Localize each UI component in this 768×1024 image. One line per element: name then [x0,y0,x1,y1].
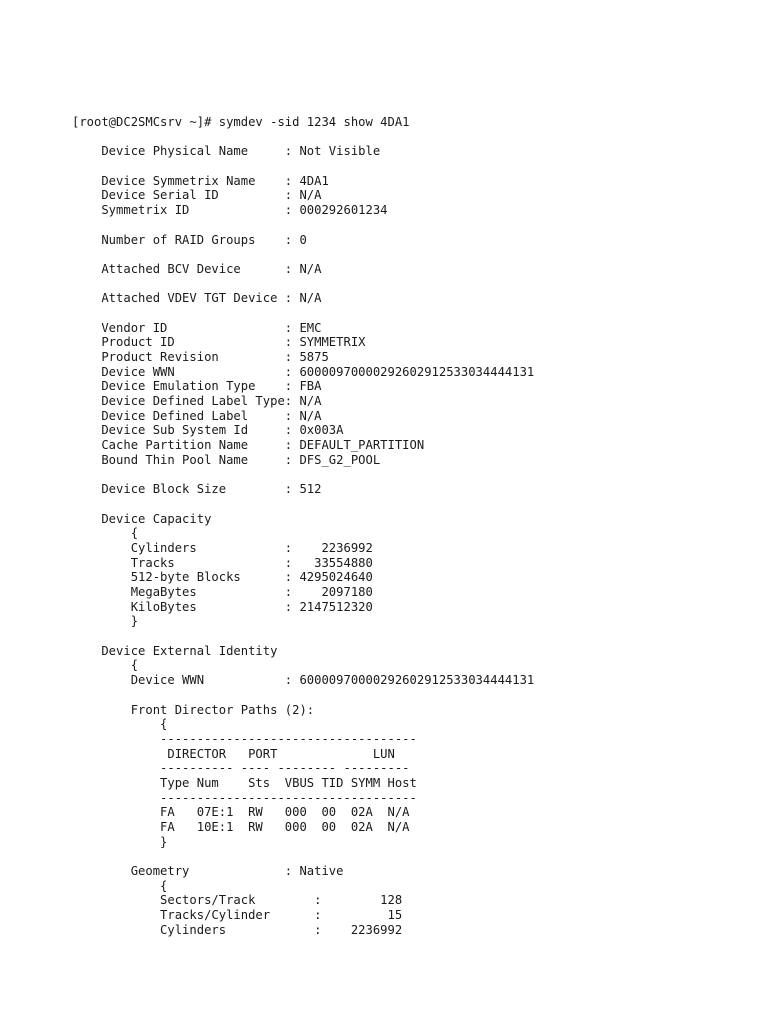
blank-line [72,306,752,321]
section-device-capacity: Device Capacity [72,511,212,526]
output-line-cylinders: Cylinders : 2236992 [72,540,373,555]
output-line-sub-system-id: Device Sub System Id : 0x003A [72,423,344,438]
output-line-device-physical-name: Device Physical Name : Not Visible [72,144,381,159]
brace-open: { [72,658,139,673]
output-line-emulation-type: Device Emulation Type : FBA [72,379,322,394]
output-line-product-revision: Product Revision : 5875 [72,350,329,364]
output-line-sectors-per-track: Sectors/Track : 128 [72,893,403,908]
output-line-device-symmetrix-name: Device Symmetrix Name : 4DA1 [72,173,329,188]
blank-line [72,130,752,145]
output-line-product-id: Product ID : SYMMETRIX [72,335,366,350]
table-header-columns: Type Num Sts VBUS TID SYMM Host [72,775,417,790]
table-separator: ----------------------------------- [72,790,417,805]
output-line-raid-groups: Number of RAID Groups : 0 [72,232,307,247]
output-line-attached-vdev: Attached VDEV TGT Device : N/A [72,291,322,306]
brace-open: { [72,878,168,893]
output-line-block-size: Device Block Size : 512 [72,482,322,497]
output-line-defined-label-type: Device Defined Label Type: N/A [72,394,322,409]
output-line-device-wwn: Device WWN : 60000970000292602912533034444131 [72,364,535,379]
blank-line [72,849,752,864]
output-line-external-device-wwn: Device WWN : 60000970000292602912533034444131 [72,673,535,688]
blank-line [72,277,752,292]
output-line-tracks-per-cylinder: Tracks/Cylinder : 15 [72,908,403,923]
output-line-tracks: Tracks : 33554880 [72,555,373,570]
section-external-identity: Device External Identity [72,643,278,658]
brace-close: } [72,834,168,849]
table-separator: ---------- ---- -------- --------- [72,761,410,776]
brace-open: { [72,526,139,541]
section-front-director-paths: Front Director Paths (2): [72,702,315,717]
table-row: FA 10E:1 RW 000 00 02A N/A [72,820,410,834]
output-line-512-byte-blocks: 512-byte Blocks : 4295024640 [72,570,373,585]
blank-line [72,688,752,703]
brace-open: { [72,717,168,732]
output-line-cache-partition: Cache Partition Name : DEFAULT_PARTITION [72,438,425,453]
blank-line [72,159,752,174]
output-line-geometry: Geometry : Native [72,864,344,879]
table-separator: ----------------------------------- [72,731,417,746]
table-row: FA 07E:1 RW 000 00 02A N/A [72,805,410,820]
table-header-group: DIRECTOR PORT LUN [72,746,395,761]
output-line-defined-label: Device Defined Label : N/A [72,408,322,423]
output-line-bound-thin-pool: Bound Thin Pool Name : DFS_G2_POOL [72,452,381,467]
output-line-geometry-cylinders: Cylinders : 2236992 [72,922,403,937]
blank-line [72,218,752,233]
output-line-device-serial-id: Device Serial ID : N/A [72,188,322,203]
output-line-vendor-id: Vendor ID : EMC [72,320,322,335]
terminal-output [72,115,752,938]
blank-line [72,247,752,262]
blank-line [72,629,752,644]
command-line: [root@DC2SMCsrv ~]# symdev -sid 1234 show 4DA1 [72,115,410,129]
output-line-attached-bcv: Attached BCV Device : N/A [72,261,322,276]
blank-line [72,497,752,512]
output-line-symmetrix-id: Symmetrix ID : 000292601234 [72,203,388,218]
output-line-kilobytes: KiloBytes : 2147512320 [72,599,373,614]
blank-line [72,468,752,483]
brace-close: } [72,614,139,629]
output-line-megabytes: MegaBytes : 2097180 [72,585,373,599]
